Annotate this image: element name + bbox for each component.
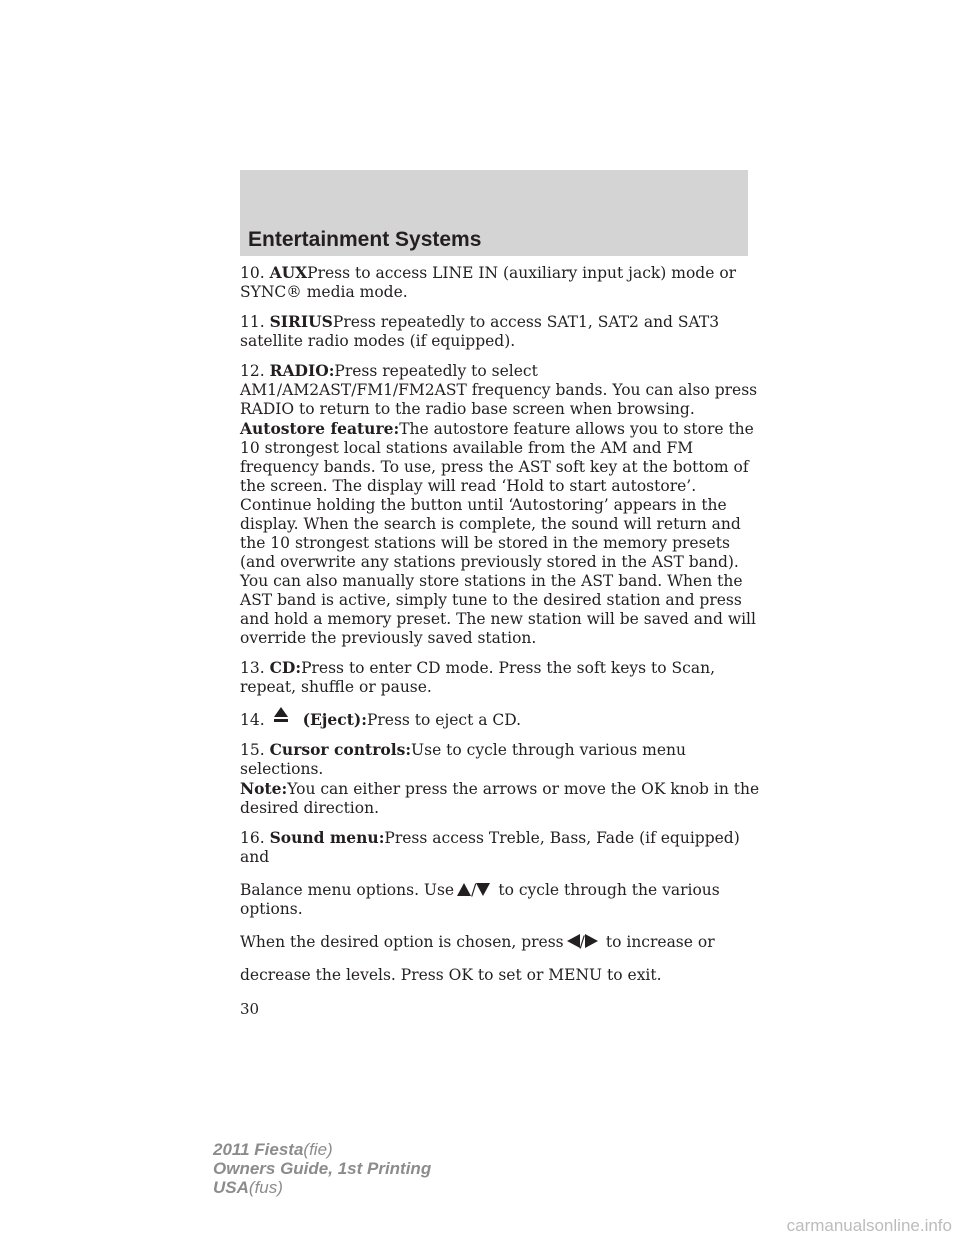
item-cd: 13. CD:Press to enter CD mode. Press the soft keys to Scan, repeat, shuffle or pause. <box>240 658 715 696</box>
arrow-left-icon <box>567 934 580 948</box>
section-header <box>240 170 748 256</box>
item-radio-text: Press repeatedly to select AM1/AM2AST/FM1/FM2AST frequency bands. You can also press RADIO to return to the radio base screen when browsing. <box>240 362 758 418</box>
footer-guide: Owners Guide, 1st Printing <box>213 1159 432 1178</box>
footer-model: 2011 Fiesta(fie) <box>213 1140 333 1159</box>
autostore-text: The autostore feature allows you to store the 10 strongest local stations available from the AM and FM frequency bands. To use, press the AST soft key at the bottom of the screen. The display will read ‘Hold to start autostore’. Continue holding the button until ‘Autostoring’ appears in the display. When the search is complete, the sound will return and the 10 strongest stations will be stored in the memory presets (and overwrite any stations previously stored in the AST band). You can also manually store stations in the AST band. When the AST band is active, simply tune to the desired station and press and hold a memory preset. The new station will be saved and will override the previously saved station. <box>240 420 756 647</box>
item-cd-label: CD: <box>269 658 302 677</box>
item-cursor: 15. Cursor controls:Use to cycle through various menu selections. <box>240 740 686 778</box>
sound-line-4: decrease the levels. Press OK to set or MENU to exit. <box>240 966 662 984</box>
item-aux-text: Press to access LINE IN (auxiliary input jack) mode or SYNC® media mode. <box>240 264 737 301</box>
item-aux: 10. AUXPress to access LINE IN (auxiliary input jack) mode or SYNC® media mode. <box>240 263 737 301</box>
note-paragraph <box>240 779 760 818</box>
item-aux-label: AUX <box>269 263 308 282</box>
eject-icon <box>273 707 289 723</box>
item-sound-label: Sound menu: <box>269 828 385 847</box>
item-radio-label: RADIO: <box>269 361 335 380</box>
item-eject-text: Press to eject a CD. <box>366 711 522 729</box>
note-text: You can either press the arrows or move the OK knob in the desired direction. <box>240 780 760 817</box>
item-eject: 14. (Eject):Press to eject a CD. <box>240 707 760 730</box>
item-sound: 16. Sound menu:Press access Treble, Bass, Fade (if equipped) and <box>240 828 740 866</box>
autostore-label: Autostore feature: <box>240 419 400 438</box>
item-sirius-label: SIRIUS <box>269 312 333 331</box>
arrow-right-icon <box>585 934 598 948</box>
section-title: Entertainment Systems <box>248 228 482 251</box>
item-sirius-text: Press repeatedly to access SAT1, SAT2 and SAT3 satellite radio modes (if equipped). <box>240 313 720 350</box>
item-cd-text: Press to enter CD mode. Press the soft keys to Scan, repeat, shuffle or pause. <box>240 659 715 696</box>
watermark: carmanualsonline.info <box>786 1216 952 1235</box>
arrow-down-icon <box>476 883 490 896</box>
arrow-up-icon <box>457 883 471 896</box>
item-cursor-text: Use to cycle through various menu selections. <box>240 741 686 778</box>
item-radio: 12. RADIO:Press repeatedly to select AM1/AM2AST/FM1/FM2AST frequency bands. You can also press RADIO to return to the radio base screen when browsing. <box>240 361 758 418</box>
page-content <box>240 263 760 985</box>
footer <box>213 1140 431 1197</box>
autostore-paragraph <box>240 419 760 648</box>
footer-market: USA(fus) <box>213 1178 283 1197</box>
item-eject-label: (Eject): <box>302 710 367 729</box>
item-sirius: 11. SIRIUSPress repeatedly to access SAT1, SAT2 and SAT3 satellite radio modes (if equipped). <box>240 312 720 350</box>
note-label: Note: <box>240 779 288 798</box>
sound-line-3: When the desired option is chosen, press / to increase or <box>240 933 715 951</box>
page-number: 30 <box>240 1000 260 1018</box>
sound-line-2: Balance menu options. Use / to cycle through the various options. <box>240 881 720 918</box>
item-cursor-label: Cursor controls: <box>269 740 412 759</box>
